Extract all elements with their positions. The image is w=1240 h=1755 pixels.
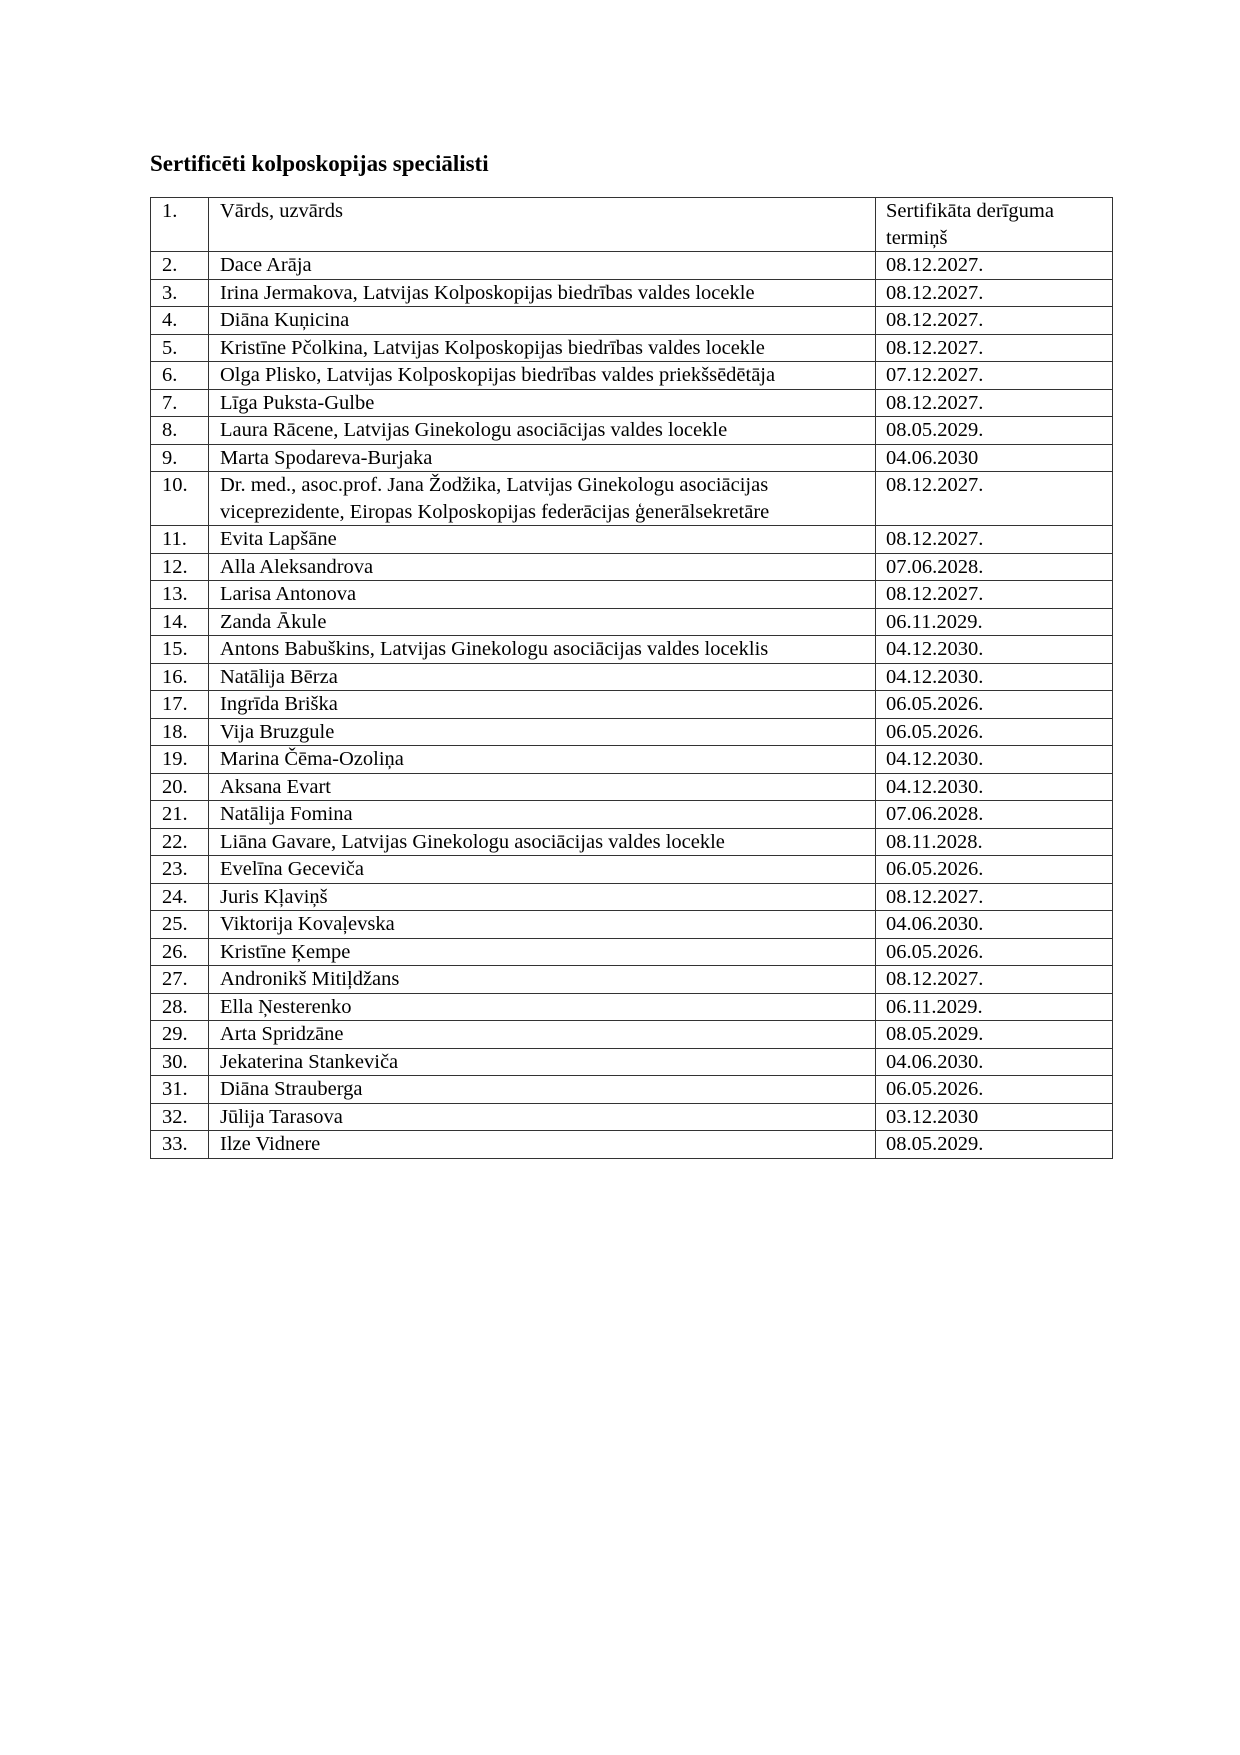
table-row xyxy=(151,663,1113,691)
table-row xyxy=(151,252,1113,280)
row-validity-date-cell: 08.12.2027. xyxy=(876,279,1113,307)
row-name-cell: Vija Bruzgule xyxy=(209,718,876,746)
table-row xyxy=(151,828,1113,856)
row-name-cell: Evelīna Geceviča xyxy=(209,856,876,884)
row-validity-date-cell: 08.05.2029. xyxy=(876,417,1113,445)
row-validity-date-cell: 06.05.2026. xyxy=(876,938,1113,966)
row-name-cell: Jūlija Tarasova xyxy=(209,1103,876,1131)
table-row xyxy=(151,581,1113,609)
table-row xyxy=(151,773,1113,801)
row-number-cell: 12. xyxy=(151,553,209,581)
row-validity-date-cell: 04.06.2030 xyxy=(876,444,1113,472)
row-name-cell: Antons Babuškins, Latvijas Ginekologu asociācijas valdes loceklis xyxy=(209,636,876,664)
row-number-cell: 26. xyxy=(151,938,209,966)
row-number-cell: 13. xyxy=(151,581,209,609)
table-row xyxy=(151,801,1113,829)
table-row xyxy=(151,444,1113,472)
table-row xyxy=(151,553,1113,581)
row-name-cell: Kristīne Pčolkina, Latvijas Kolposkopijas biedrības valdes locekle xyxy=(209,334,876,362)
table-row xyxy=(151,636,1113,664)
row-number-cell: 2. xyxy=(151,252,209,280)
table-row xyxy=(151,417,1113,445)
row-number-cell: 29. xyxy=(151,1021,209,1049)
row-number-cell: 23. xyxy=(151,856,209,884)
table-row xyxy=(151,718,1113,746)
row-validity-date-cell: 06.11.2029. xyxy=(876,993,1113,1021)
row-validity-date-cell: 04.06.2030. xyxy=(876,1048,1113,1076)
row-validity-date-cell: 04.12.2030. xyxy=(876,663,1113,691)
row-validity-date-cell: 08.05.2029. xyxy=(876,1131,1113,1159)
row-name-cell: Zanda Ākule xyxy=(209,608,876,636)
row-name-cell: Marta Spodareva-Burjaka xyxy=(209,444,876,472)
row-validity-date-cell: 06.05.2026. xyxy=(876,1076,1113,1104)
document-title: Sertificēti kolposkopijas speciālisti xyxy=(150,151,489,176)
row-validity-date-cell: 08.12.2027. xyxy=(876,883,1113,911)
row-name-cell: Andronikš Mitiļdžans xyxy=(209,966,876,994)
table-row xyxy=(151,691,1113,719)
row-validity-date-cell: 08.05.2029. xyxy=(876,1021,1113,1049)
row-name-cell: Larisa Antonova xyxy=(209,581,876,609)
table-row xyxy=(151,883,1113,911)
row-number-cell: 24. xyxy=(151,883,209,911)
row-name-cell: Irina Jermakova, Latvijas Kolposkopijas biedrības valdes locekle xyxy=(209,279,876,307)
row-number-cell: 17. xyxy=(151,691,209,719)
row-validity-date-cell: 08.12.2027. xyxy=(876,252,1113,280)
row-validity-date-cell: 03.12.2030 xyxy=(876,1103,1113,1131)
row-number-cell: 10. xyxy=(151,472,209,526)
row-validity-date-cell: 08.12.2027. xyxy=(876,472,1113,526)
table-row xyxy=(151,938,1113,966)
row-validity-date-cell: 07.06.2028. xyxy=(876,801,1113,829)
row-name-cell: Natālija Bērza xyxy=(209,663,876,691)
row-name-cell: Aksana Evart xyxy=(209,773,876,801)
row-validity-date-cell: 06.11.2029. xyxy=(876,608,1113,636)
specialists-table-body xyxy=(151,198,1113,1159)
row-name-cell: Līga Puksta-Gulbe xyxy=(209,389,876,417)
row-validity-date-cell: 08.12.2027. xyxy=(876,389,1113,417)
row-name-cell: Alla Aleksandrova xyxy=(209,553,876,581)
row-name-cell: Diāna Strauberga xyxy=(209,1076,876,1104)
row-validity-date-cell: 06.05.2026. xyxy=(876,856,1113,884)
row-validity-date-cell: 06.05.2026. xyxy=(876,691,1113,719)
row-validity-date-cell: 08.12.2027. xyxy=(876,334,1113,362)
row-number-cell: 20. xyxy=(151,773,209,801)
table-row xyxy=(151,1048,1113,1076)
row-name-cell: Laura Rācene, Latvijas Ginekologu asociācijas valdes locekle xyxy=(209,417,876,445)
row-name-cell: Kristīne Ķempe xyxy=(209,938,876,966)
row-number-cell: 16. xyxy=(151,663,209,691)
row-name-cell: Viktorija Kovaļevska xyxy=(209,911,876,939)
row-validity-date-cell: 04.12.2030. xyxy=(876,636,1113,664)
row-name-cell: Ingrīda Briška xyxy=(209,691,876,719)
row-name-cell: Dr. med., asoc.prof. Jana Žodžika, Latvijas Ginekologu asociācijas viceprezidente, Eiropas Kolposkopijas federācijas ģenerālsekretāre xyxy=(209,472,876,526)
row-number-cell: 25. xyxy=(151,911,209,939)
row-name-cell: Olga Plisko, Latvijas Kolposkopijas biedrības valdes priekšsēdētāja xyxy=(209,362,876,390)
row-name-cell: Liāna Gavare, Latvijas Ginekologu asociācijas valdes locekle xyxy=(209,828,876,856)
row-number-cell: 32. xyxy=(151,1103,209,1131)
table-row xyxy=(151,307,1113,335)
row-name-cell: Diāna Kuņicina xyxy=(209,307,876,335)
table-row xyxy=(151,526,1113,554)
header-number-cell: 1. xyxy=(151,198,209,252)
row-number-cell: 11. xyxy=(151,526,209,554)
table-row xyxy=(151,856,1113,884)
table-row xyxy=(151,389,1113,417)
row-number-cell: 31. xyxy=(151,1076,209,1104)
row-name-cell: Arta Spridzāne xyxy=(209,1021,876,1049)
row-number-cell: 15. xyxy=(151,636,209,664)
header-validity-cell: Sertifikāta derīguma termiņš xyxy=(876,198,1113,252)
row-name-cell: Evita Lapšāne xyxy=(209,526,876,554)
row-name-cell: Natālija Fomina xyxy=(209,801,876,829)
row-number-cell: 14. xyxy=(151,608,209,636)
specialists-table xyxy=(150,197,1113,1159)
table-row xyxy=(151,746,1113,774)
table-row xyxy=(151,966,1113,994)
header-name-cell: Vārds, uzvārds xyxy=(209,198,876,252)
table-row xyxy=(151,279,1113,307)
table-row xyxy=(151,1076,1113,1104)
row-number-cell: 3. xyxy=(151,279,209,307)
table-row xyxy=(151,472,1113,526)
row-validity-date-cell: 08.11.2028. xyxy=(876,828,1113,856)
row-number-cell: 21. xyxy=(151,801,209,829)
row-number-cell: 19. xyxy=(151,746,209,774)
row-number-cell: 27. xyxy=(151,966,209,994)
row-validity-date-cell: 06.05.2026. xyxy=(876,718,1113,746)
row-number-cell: 30. xyxy=(151,1048,209,1076)
row-number-cell: 4. xyxy=(151,307,209,335)
row-name-cell: Ilze Vidnere xyxy=(209,1131,876,1159)
row-number-cell: 5. xyxy=(151,334,209,362)
row-number-cell: 9. xyxy=(151,444,209,472)
row-number-cell: 6. xyxy=(151,362,209,390)
row-number-cell: 22. xyxy=(151,828,209,856)
table-row xyxy=(151,911,1113,939)
table-row xyxy=(151,1131,1113,1159)
table-row xyxy=(151,1103,1113,1131)
row-name-cell: Ella Ņesterenko xyxy=(209,993,876,1021)
table-header-row xyxy=(151,198,1113,252)
row-validity-date-cell: 07.12.2027. xyxy=(876,362,1113,390)
row-name-cell: Dace Arāja xyxy=(209,252,876,280)
row-validity-date-cell: 08.12.2027. xyxy=(876,307,1113,335)
row-number-cell: 33. xyxy=(151,1131,209,1159)
row-validity-date-cell: 04.06.2030. xyxy=(876,911,1113,939)
row-name-cell: Jekaterina Stankeviča xyxy=(209,1048,876,1076)
row-name-cell: Marina Čēma-Ozoliņa xyxy=(209,746,876,774)
table-row xyxy=(151,993,1113,1021)
row-validity-date-cell: 04.12.2030. xyxy=(876,773,1113,801)
row-number-cell: 28. xyxy=(151,993,209,1021)
row-number-cell: 18. xyxy=(151,718,209,746)
row-name-cell: Juris Kļaviņš xyxy=(209,883,876,911)
row-validity-date-cell: 08.12.2027. xyxy=(876,526,1113,554)
table-row xyxy=(151,334,1113,362)
row-validity-date-cell: 08.12.2027. xyxy=(876,966,1113,994)
row-validity-date-cell: 08.12.2027. xyxy=(876,581,1113,609)
row-number-cell: 7. xyxy=(151,389,209,417)
table-row xyxy=(151,608,1113,636)
row-validity-date-cell: 07.06.2028. xyxy=(876,553,1113,581)
row-validity-date-cell: 04.12.2030. xyxy=(876,746,1113,774)
table-row xyxy=(151,362,1113,390)
row-number-cell: 8. xyxy=(151,417,209,445)
table-row xyxy=(151,1021,1113,1049)
